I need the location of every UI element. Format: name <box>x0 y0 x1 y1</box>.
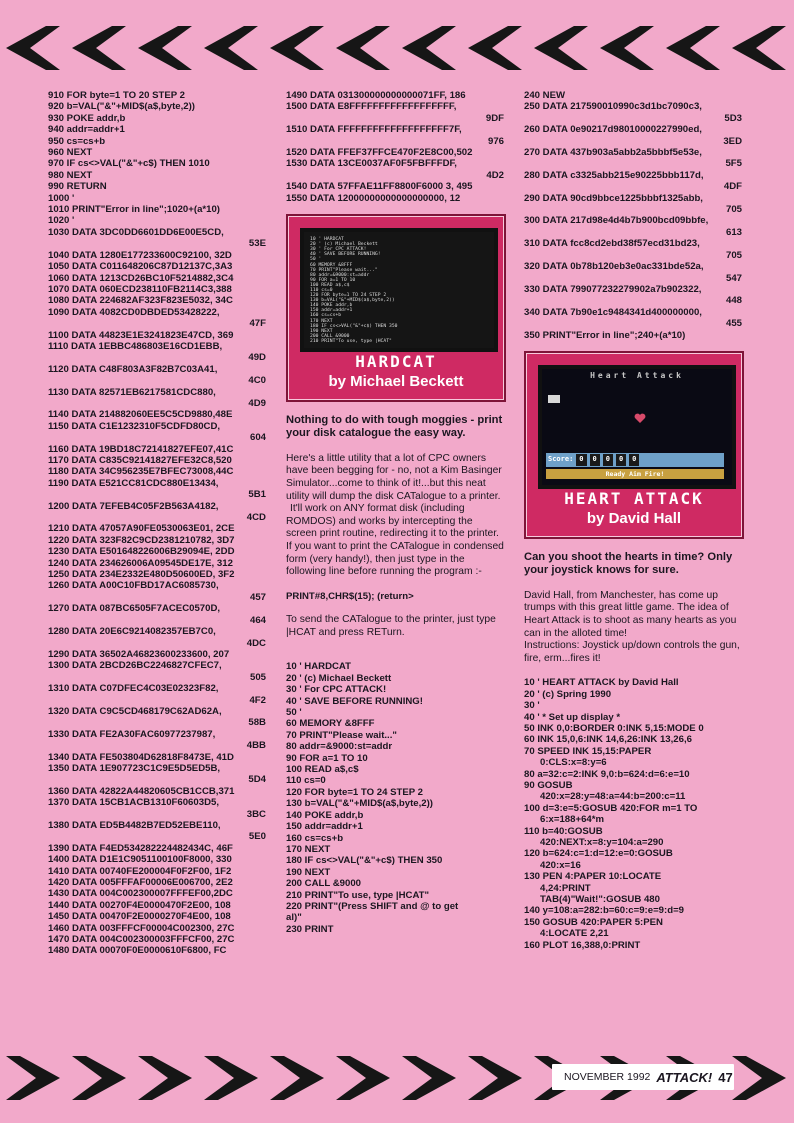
code-line: 140 y=108:a=282:b=60:c=9:e=9:d=9 <box>524 905 685 917</box>
score-bar <box>546 453 724 467</box>
screen-line: 110 cs=0 <box>310 288 333 293</box>
code-line: 1420 DATA 005FFFAF00006E006700, 2E2 <box>48 877 233 889</box>
hardcat-print-line: PRINT#8,CHR$(15); (return> <box>286 590 414 602</box>
code-line: 547 <box>725 272 742 284</box>
code-line: 1090 DATA 4082CD0DBDED53428222, <box>48 306 220 318</box>
hardcat-para-3: To send the CATalogue to the printer, just type |HCAT and press RETurn. <box>286 614 496 638</box>
code-line: 5D4 <box>248 774 266 786</box>
code-line: 20 ' (c) Spring 1990 <box>524 688 612 700</box>
code-line: 950 cs=cs+b <box>48 135 106 147</box>
code-line: 1050 DATA C011648206C87D12137C,3A3 <box>48 261 233 273</box>
hardcat-screenshot <box>300 228 498 352</box>
code-line: 1380 DATA ED5B4482B7ED52EBE110, <box>48 820 221 831</box>
code-line: 1490 DATA 031300000000000071FF, 186 <box>286 90 466 101</box>
code-line: 80 a=32:c=2:INK 9,0:b=624:d=6:e=10 <box>524 768 690 780</box>
code-line: 9DF <box>485 112 504 124</box>
code-line: 260 DATA 0e90217d98010000227990ed, <box>524 124 702 136</box>
code-line: 505 <box>249 671 266 683</box>
code-line: 1200 DATA 7EFEB4C05F2B563A4182, <box>48 500 219 512</box>
left-chevron-icon <box>726 18 792 78</box>
code-line: 60 MEMORY &8FFF <box>286 718 375 730</box>
right-chevron-icon <box>264 1048 330 1108</box>
listing-column-2 <box>286 90 504 935</box>
code-line: 240 NEW <box>524 90 566 101</box>
code-line: 910 FOR byte=1 TO 20 STEP 2 <box>48 90 185 101</box>
code-line: 120 FOR byte=1 TO 24 STEP 2 <box>286 786 423 798</box>
code-line: 1340 DATA FE503804D62818F8473E, 41D <box>48 751 234 763</box>
code-line: 280 DATA c3325abb215e90225bbb117d, <box>524 169 704 181</box>
code-line: 40 ' * Set up display * <box>524 711 621 723</box>
screen-line: 180 IF cs<>VAL("&"+c$) THEN 350 <box>310 323 398 329</box>
screen-line: 50 ' <box>310 257 322 263</box>
code-line: 4F2 <box>249 694 266 706</box>
code-line: 100 READ a$,c$ <box>286 764 359 776</box>
code-line: 5D3 <box>724 112 742 124</box>
code-line: 160 cs=cs+b <box>286 832 344 844</box>
code-line: 1170 DATA C835C92141827EFE32C8,520 <box>48 455 232 466</box>
screenshot-code <box>310 237 490 344</box>
screen-line: 30 ' For CPC ATTACK! <box>310 247 367 253</box>
code-line: 270 DATA 437b903a5abb2a5bbbf5e53e, <box>524 147 702 159</box>
code-line: 150 addr=addr+1 <box>286 821 363 833</box>
code-line: 4C0 <box>248 375 266 387</box>
code-line: 1280 DATA 20E6C9214082357EB7C0, <box>48 626 216 638</box>
screen-line: 20 ' (c) Michael Beckett <box>310 242 378 248</box>
code-line: 1040 DATA 1280E177233600C92100, 32D <box>48 249 232 261</box>
code-line: 1020 ' <box>48 215 75 227</box>
code-line: al)" <box>286 912 302 924</box>
hardcat-para-2: It'll work on ANY format disk (including ROMDOS) and works by intercepting the screen print routine, redirecting it to the printer. If you want to print the CATalogue in condensed form (very handy!), then just type in the following line before running the program :- <box>286 503 504 578</box>
code-line: 6:x=188+64*m <box>524 814 605 826</box>
code-line: 455 <box>725 318 742 330</box>
code-line: 920 b=VAL("&"+MID$(a$,byte,2)) <box>48 101 196 113</box>
code-line: TAB(4)"Wait!":GOSUB 480 <box>524 894 660 906</box>
hardcat-lead: Nothing to do with tough moggies - print your disk catalogue the easy way. <box>286 414 503 440</box>
code-line: 1180 DATA 34C956235E7BFEC73008,44C <box>48 466 234 478</box>
left-chevron-icon <box>330 18 396 78</box>
code-line: 300 DATA 217d98e4d4b7b900bcd09bbfe, <box>524 215 709 227</box>
screen-line: 210 PRINT"To use, type |HCAT" <box>310 338 392 344</box>
code-line: 1500 DATA E8FFFFFFFFFFFFFFFFFF, <box>286 101 457 113</box>
code-line: 1540 DATA 57FFAE11FF8800F6000 3, 495 <box>286 181 473 193</box>
code-line: 1310 DATA C07DFEC4C03E02323F82, <box>48 683 219 695</box>
code-line: 50 INK 0,0:BORDER 0:INK 5,15:MODE 0 <box>524 722 704 734</box>
code-line: 420:x=16 <box>524 859 581 871</box>
code-line: 310 DATA fcc8cd2ebd38f57ecd31bd23, <box>524 238 700 250</box>
code-line: 120 b=624:c=1:d=12:e=0:GOSUB <box>524 848 673 860</box>
right-chevron-icon <box>132 1048 198 1108</box>
top-chevron-band <box>0 18 794 78</box>
code-line: 1250 DATA 234E2332E480D50600ED, 3F2 <box>48 569 235 581</box>
code-line: 30 ' <box>524 700 540 712</box>
game-screen-title: Heart Attack <box>590 370 684 380</box>
code-line: 1410 DATA 00740FE200004F0F2F00, 1F2 <box>48 865 232 877</box>
code-line: 47F <box>249 318 266 330</box>
code-line: 1210 DATA 47057A90FE0530063E01, 2CE <box>48 523 235 535</box>
left-chevron-icon <box>264 18 330 78</box>
screen-line: 60 MEMORY &8FFF <box>310 262 353 268</box>
code-line: 1440 DATA 00270F4E0000470F2E00, 108 <box>48 899 231 911</box>
hardcat-listing-continued <box>524 90 742 341</box>
right-chevron-icon <box>462 1048 528 1108</box>
heart-attack-para-1: David Hall, from Manchester, has come up trumps with this great little game. The idea of Heart Attack is to shoot as many hearts as you can in the alloted time! <box>524 589 737 639</box>
code-line: 1150 DATA C1E1232310F5CDFD80CD, <box>48 420 221 432</box>
code-line: 464 <box>249 614 266 626</box>
heart-attack-lead: Can you shoot the hearts in time? Only your joystick knows for sure. <box>524 550 733 577</box>
listing-column-3 <box>524 90 742 951</box>
code-line: 1220 DATA 323F82C9CD2381210782, 3D7 <box>48 534 235 546</box>
code-line: 980 NEXT <box>48 169 93 181</box>
hardcat-title: HARDCAT <box>355 352 437 372</box>
code-line: 3BC <box>246 808 266 820</box>
code-line: 705 <box>725 204 742 216</box>
code-line: 1270 DATA 087BC6505F7ACEC0570D, <box>48 603 221 615</box>
code-line: 1390 DATA F4ED534282224482434C, 46F <box>48 842 233 854</box>
code-line: 1290 DATA 36502A46823600233600, 207 <box>48 648 230 660</box>
code-line: 1140 DATA 214882060EE5C5CD9880,48E <box>48 409 233 421</box>
code-line: 1230 DATA E501648226006B29094E, 2DD <box>48 546 235 558</box>
code-line: 130 PEN 4:PAPER 10:LOCATE <box>524 871 662 883</box>
screen-line: 10 ' HARDCAT <box>310 237 344 243</box>
code-line: 5F5 <box>725 158 742 170</box>
left-chevron-icon <box>462 18 528 78</box>
code-line: 4,24:PRINT <box>524 882 591 894</box>
code-line: 420:x=28:y=48:a=44:b=200:c=11 <box>524 791 686 803</box>
code-line: 170 NEXT <box>286 843 331 855</box>
right-chevron-icon <box>0 1048 66 1108</box>
code-line: 150 GOSUB 420:PAPER 5:PEN <box>524 916 663 928</box>
code-line: 1080 DATA 224682AF323F823E5032, 34C <box>48 295 233 307</box>
code-line: 53E <box>248 238 266 250</box>
right-chevron-icon <box>66 1048 132 1108</box>
code-line: 1010 PRINT"Error in line";1020+(a*10) <box>48 204 220 216</box>
code-line: 1400 DATA D1E1C9051100100F8000, 330 <box>48 854 232 866</box>
code-line: 1260 DATA A00C10FBD17AC6085730, <box>48 580 219 592</box>
gun-sprite <box>548 395 560 403</box>
code-line: 10 ' HARDCAT <box>286 661 352 673</box>
code-line: 930 POKE addr,b <box>48 112 126 124</box>
code-line: 350 PRINT"Error in line";240+(a*10) <box>524 329 686 341</box>
code-line: 1160 DATA 19BD18C72141827EFE07,41C <box>48 443 234 455</box>
left-chevron-icon <box>396 18 462 78</box>
code-line: 200 CALL &9000 <box>286 878 362 890</box>
screen-line: 130 b=VAL("&"+MID$(a$,byte,2)) <box>310 298 395 304</box>
heart-attack-para-2: Instructions: Joystick up/down controls the gun, fire, erm...fires it! <box>524 640 740 664</box>
code-line: 1100 DATA 44823E1E3241823E47CD, 369 <box>48 329 234 341</box>
heart-attack-byline: by David Hall <box>586 509 682 527</box>
code-line: 1370 DATA 15CB1ACB1310F60603D5, <box>48 797 219 809</box>
screen-line: 190 NEXT <box>310 328 333 334</box>
code-line: 448 <box>725 295 742 307</box>
right-chevron-icon <box>330 1048 396 1108</box>
code-line: 330 DATA 799077232279902a7b902322, <box>524 283 702 295</box>
hardcat-listing <box>286 661 504 935</box>
score-digit: 0 <box>629 454 639 465</box>
score-digit: 0 <box>603 454 613 465</box>
data-listing-continued <box>286 90 504 204</box>
code-line: 1350 DATA 1E907723C1C9E5D5ED5B, <box>48 762 221 774</box>
screen-line: 120 FOR byte=1 TO 24 STEP 2 <box>310 293 387 299</box>
code-line: 1300 DATA 2BCD26BC2246827CFEC7, <box>48 660 222 672</box>
code-line: 940 addr=addr+1 <box>48 124 125 136</box>
code-line: 4D2 <box>486 169 504 181</box>
screen-line: 40 ' SAVE BEFORE RUNNING! <box>310 252 381 258</box>
screen-line: 70 PRINT"Please wait..." <box>310 267 378 273</box>
hardcat-byline: by Michael Beckett <box>328 373 464 391</box>
code-line: 30 ' For CPC ATTACK! <box>286 684 387 696</box>
screen-line: 140 POKE addr,b <box>310 303 353 309</box>
code-line: 0:CLS:x=8:y=6 <box>524 757 607 769</box>
code-line: 1130 DATA 82571EB6217581CDC880, <box>48 386 216 398</box>
code-line: 5E0 <box>248 831 266 843</box>
code-line: 3ED <box>723 135 742 147</box>
code-line: 4BB <box>246 740 266 752</box>
code-line: 140 POKE addr,b <box>286 809 364 821</box>
hardcat-title-box <box>286 214 506 402</box>
code-line: 1110 DATA 1EBBC486803E16CD1EBB, <box>48 340 223 352</box>
code-line: 990 RETURN <box>48 181 107 193</box>
code-line: 50 ' <box>286 707 302 719</box>
left-chevron-icon <box>528 18 594 78</box>
hardcat-para-1: Here's a little utility that a lot of CPC owners have been begging for - no, not a Kim Basinger Simulator...come to think of it!...but this neat utility will dump the disk CATalogue to a printer. <box>286 452 502 502</box>
code-line: 100 d=3:e=5:GOSUB 420:FOR m=1 TO <box>524 802 698 814</box>
right-chevron-icon <box>396 1048 462 1108</box>
code-line: 960 NEXT <box>48 147 93 159</box>
left-chevron-icon <box>198 18 264 78</box>
right-chevron-icon <box>726 1048 792 1108</box>
code-line: 58B <box>248 717 266 729</box>
code-line: 70 SPEED INK 15,15:PAPER <box>524 745 652 757</box>
score-digit: 0 <box>590 454 600 465</box>
code-line: 1430 DATA 004C002300007FFFEF00,2DC <box>48 888 233 900</box>
code-line: 190 NEXT <box>286 866 331 878</box>
code-line: 130 b=VAL("&"+MID$(a$,byte,2)) <box>286 798 434 810</box>
code-line: 110 b=40:GOSUB <box>524 825 603 837</box>
code-line: 40 ' SAVE BEFORE RUNNING! <box>286 695 423 707</box>
score-digit: 0 <box>616 454 626 465</box>
code-line: 1460 DATA 003FFFCF00004C002300, 27C <box>48 922 235 934</box>
screen-line: 200 CALL &9000 <box>310 333 350 339</box>
code-line: 1550 DATA 12000000000000000000, 12 <box>286 192 461 204</box>
code-line: 604 <box>249 432 266 444</box>
screen-line: 150 addr=addr+1 <box>310 308 353 314</box>
code-line: 1520 DATA FFEF37FFCE470F2E8C00,502 <box>286 147 473 159</box>
heart-attack-title: HEART ATTACK <box>564 488 704 508</box>
code-line: 250 DATA 217590010990c3d1bc7090c3, <box>524 101 702 113</box>
screen-line: 160 cs=cs+b <box>310 313 342 319</box>
issue-date: NOVEMBER 1992 <box>564 1071 651 1083</box>
heart-attack-screenshot <box>538 365 736 489</box>
code-line: 290 DATA 90cd9bbce1225bbbf1325abb, <box>524 192 703 204</box>
code-line: 4D9 <box>248 397 266 409</box>
code-line: 80 addr=&9000:st=addr <box>286 741 393 753</box>
left-chevron-icon <box>66 18 132 78</box>
listing-column-1 <box>48 90 266 957</box>
code-line: 10 ' HEART ATTACK by David Hall <box>524 677 679 689</box>
page-footer <box>552 1064 734 1090</box>
code-line: 60 INK 15,0,6:INK 14,6,26:INK 13,26,6 <box>524 734 692 746</box>
ready-bar: Ready Aim Fire! <box>546 469 724 479</box>
code-line: 180 IF cs<>VAL("&"+c$) THEN 350 <box>286 855 443 867</box>
left-chevron-icon <box>594 18 660 78</box>
code-line: 70 PRINT"Please wait..." <box>286 729 397 741</box>
code-line: 20 ' (c) Michael Beckett <box>286 672 392 684</box>
score-digit: 0 <box>576 454 586 465</box>
code-line: 220 PRINT"(Press SHIFT and @ to get <box>286 900 459 912</box>
code-line: 1240 DATA 234626006A09545DE17E, 312 <box>48 557 233 569</box>
code-line: 5B1 <box>248 489 266 501</box>
code-line: 1060 DATA 1213CD26BC10F5214882,3C4 <box>48 272 234 284</box>
code-line: 320 DATA 0b78b120eb3e0ac331bde52a, <box>524 261 704 273</box>
heart-icon <box>634 413 646 424</box>
code-line: 1470 DATA 004C002300003FFFCF00, 27C <box>48 934 235 946</box>
screen-line: 90 FOR a=1 TO 10 <box>310 277 356 283</box>
page-number: 47 <box>718 1069 733 1085</box>
code-line: 705 <box>725 249 742 261</box>
code-line: 90 FOR a=1 TO 10 <box>286 752 368 764</box>
code-line: 970 IF cs<>VAL("&"+c$) THEN 1010 <box>48 158 210 170</box>
code-line: 1030 DATA 3DC0DD6601DD6E00E5CD, <box>48 226 224 238</box>
code-line: 4DC <box>246 637 266 649</box>
code-line: 1320 DATA C9C5CD468179C62AD62A, <box>48 705 222 717</box>
code-line: 1330 DATA FE2A30FAC60977237987, <box>48 728 216 740</box>
magazine-name: ATTACK! <box>656 1069 713 1085</box>
score-label: Score: <box>548 455 574 464</box>
code-line: 1450 DATA 00470F2E0000270F4E00, 108 <box>48 911 231 923</box>
right-chevron-icon <box>198 1048 264 1108</box>
code-line: 160 PLOT 16,388,0:PRINT <box>524 939 641 951</box>
code-line: 1360 DATA 42822A44820605CB1CCB,371 <box>48 785 235 797</box>
code-line: 49D <box>248 352 266 364</box>
heart-attack-title-box <box>524 351 744 539</box>
code-line: 976 <box>487 135 504 147</box>
code-line: 340 DATA 7b90e1c9484341d400000000, <box>524 306 702 318</box>
code-line: 230 PRINT <box>286 923 334 935</box>
code-line: 90 GOSUB <box>524 779 573 791</box>
code-line: 1000 ' <box>48 192 75 204</box>
code-line: 613 <box>725 226 742 238</box>
code-line: 1070 DATA 060ECD238110FB2114C3,388 <box>48 283 232 295</box>
left-chevron-icon <box>660 18 726 78</box>
code-line: 110 cs=0 <box>286 775 326 787</box>
code-line: 457 <box>249 591 266 603</box>
code-line: 1120 DATA C48F803A3F82B7C03A41, <box>48 363 218 375</box>
code-line: 4CD <box>246 512 266 524</box>
screen-line: 80 addr=&9000:st=addr <box>310 272 370 278</box>
heart-attack-listing <box>524 677 742 951</box>
code-line: 1530 DATA 13CE0037AF0F5FBFFFDF, <box>286 158 457 170</box>
code-line: 4DF <box>723 181 742 193</box>
code-line: 420:NEXT:x=8:y=104:a=290 <box>524 837 664 848</box>
code-line: 4:LOCATE 2,21 <box>524 928 609 940</box>
left-chevron-icon <box>0 18 66 78</box>
code-line: 1510 DATA FFFFFFFFFFFFFFFFFFF7F, <box>286 124 462 136</box>
code-line: 1480 DATA 00070F0E0000610F6800, FC <box>48 945 227 957</box>
code-line: 210 PRINT"To use, type |HCAT" <box>286 889 430 901</box>
left-chevron-icon <box>132 18 198 78</box>
screen-line: 170 NEXT <box>310 318 333 324</box>
screen-line: 100 READ a$,c$ <box>310 282 350 288</box>
code-line: 1190 DATA E521CC81CDC880E13434, <box>48 477 219 489</box>
